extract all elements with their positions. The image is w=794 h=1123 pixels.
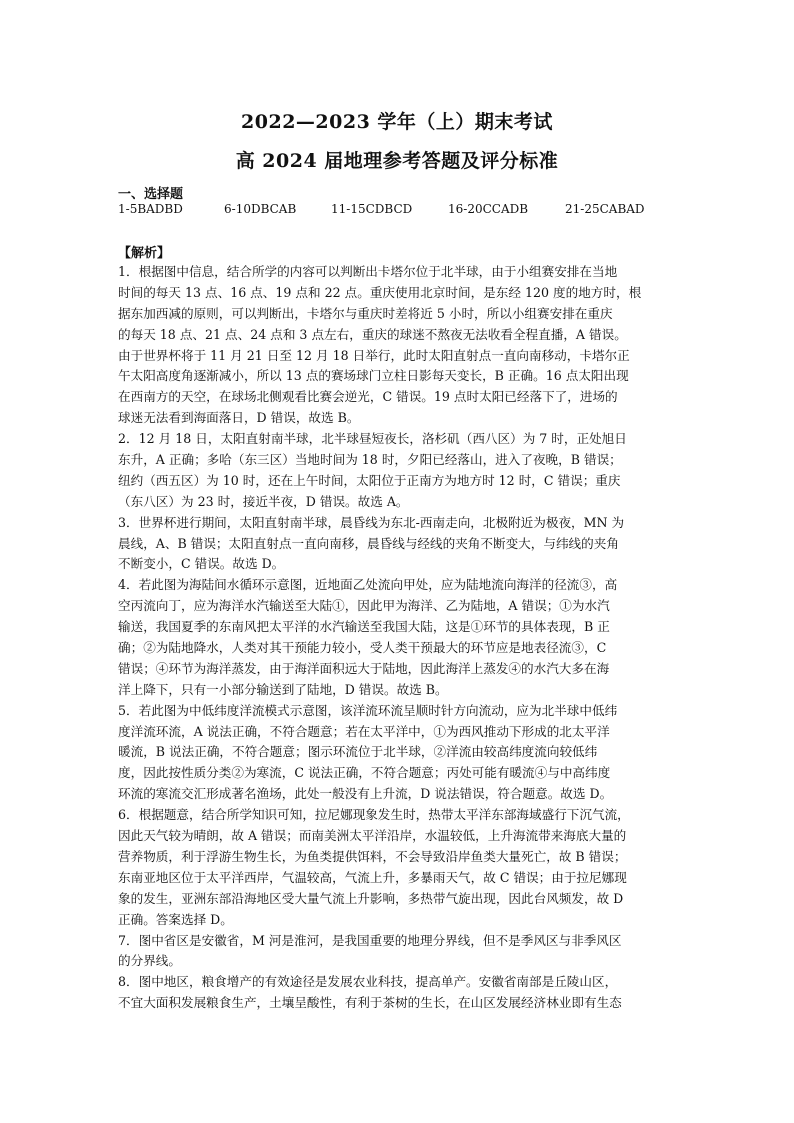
analysis-heading: 【解析】: [118, 246, 171, 261]
page-subtitle: 高 2024 届地理参考答题及评分标准: [235, 150, 559, 172]
analysis-line: 7．图中省区是安徽省，M 河是淮河，是我国重要的地理分界线，但不是季风区与非季风区: [118, 932, 622, 948]
answer-group: 16-20CCADB: [448, 202, 529, 216]
analysis-line: 营养物质，利于浮游生物生长，为鱼类提供饵料，不会导致沿岸鱼类大量死亡，故 B 错误；: [118, 848, 627, 864]
page-title: 2022—2023 学年（上）期末考试: [241, 111, 553, 133]
analysis-line: 因此天气较为晴朗，故 A 错误；而南美洲太平洋沿岸，水温较低，上升海流带来海底大量的: [118, 828, 627, 844]
analysis-line: 错误；④环节为海洋蒸发，由于海洋面积远大于陆地，因此海洋上蒸发④的水汽大多在海: [118, 660, 610, 676]
analysis-line: 空丙流向丁，应为海洋水汽输送至大陆①，因此甲为海洋、乙为陆地，A 错误；①为水汽: [118, 598, 610, 614]
analysis-line: 不断变小，C 错误。故选 D。: [118, 556, 285, 572]
analysis-line: 球迷无法看到海面落日，D 错误，故选 B。: [118, 410, 360, 426]
analysis-line: 洋上降下，只有一小部分输送到了陆地，D 错误。故选 B。: [118, 681, 448, 697]
answer-key-row: [118, 202, 678, 220]
analysis-line: 由于世界杯将于 11 月 21 日至 12 月 18 日举行，此时太阳直射点一直向南移动，卡塔尔正: [118, 347, 630, 363]
analysis-line: 东南亚地区位于太平洋西岸，气温较高，气流上升，多暴雨天气，故 C 错误；由于拉尼娜现: [118, 869, 627, 885]
analysis-line: 时间的每天 13 点、16 点、19 点和 22 点。重庆使用北京时间，是东经 120 度的地方时，根: [118, 284, 642, 300]
analysis-line: 正确。答案选择 D。: [118, 911, 233, 927]
analysis-line: 午太阳高度角逐渐减小，所以 13 点的赛场球门立柱日影每天变长，B 正确。16 点太阳出现: [118, 368, 629, 384]
analysis-line: 暖流，B 说法正确，不符合题意；图示环流位于北半球，②洋流由较高纬度流向较低纬: [118, 744, 598, 760]
analysis-line: 据东加西减的原则，可以判断出，卡塔尔与重庆时差将近 5 小时，所以小组赛安排在重庆: [118, 305, 613, 321]
analysis-line: 环流的寒流交汇形成著名渔场，此处一般没有上升流，D 说法错误，符合题意。故选 D。: [118, 786, 613, 802]
analysis-line: （东八区）为 23 时，接近半夜，D 错误。故选 A。: [118, 493, 409, 509]
analysis-line: 的分界线。: [118, 953, 181, 969]
section-heading-choice: 一、选择题: [118, 187, 184, 202]
analysis-line: 2．12 月 18 日，太阳直射南半球，北半球昼短夜长，洛杉矶（西八区）为 7 时，正处旭日: [118, 431, 627, 447]
analysis-line: 3．世界杯进行期间，太阳直射南半球，晨昏线为东北-西南走向，北极附近为极夜，MN 为: [118, 514, 625, 530]
answer-group: 11-15CDBCD: [331, 202, 413, 216]
analysis-line: 输送，我国夏季的东南风把太平洋的水汽输送至我国大陆，这是①环节的具体表现，B 正: [118, 619, 610, 635]
analysis-line: 纽约（西五区）为 10 时，还在上午时间，太阳位于正南方为地方时 12 时，C 错误；重庆: [118, 472, 621, 488]
answer-group: 1-5BADBD: [118, 202, 183, 216]
analysis-line: 8．图中地区，粮食增产的有效途径是发展农业科技，提高单产。安徽省南部是丘陵山区，: [118, 974, 618, 990]
analysis-line: 5．若此图为中低纬度洋流模式示意图，该洋流环流呈顺时针方向流动，应为北半球中低纬: [118, 702, 618, 718]
analysis-line: 1．根据图中信息，结合所学的内容可以判断出卡塔尔位于北半球，由于小组赛安排在当地: [118, 264, 618, 279]
analysis-line: 确；②为陆地降水，人类对其干预能力较小，受人类干预最大的环节应是地表径流③，C: [118, 640, 607, 656]
analysis-line: 度，因此按性质分类②为寒流，C 说法正确，不符合题意；丙处可能有暖流④与中高纬度: [118, 765, 611, 781]
analysis-line: 的每天 18 点、21 点、24 点和 3 点左右，重庆的球迷不熬夜无法收看全程直播，A 错误。: [118, 326, 627, 342]
answer-group: 21-25CABAD: [565, 202, 645, 216]
analysis-line: 6．根据题意，结合所学知识可知，拉尼娜现象发生时，热带太平洋东部海域盛行下沉气流，: [118, 807, 630, 823]
analysis-line: 4．若此图为海陆间水循环示意图，近地面乙处流向甲处，应为陆地流向海洋的径流③，高: [118, 577, 618, 593]
analysis-body: [118, 262, 684, 1014]
analysis-line: 度洋流环流，A 说法正确，不符合题意；若在太平洋中，①为西风推动下形成的北太平洋: [118, 723, 610, 739]
analysis-line: 不宜大面积发展粮食生产，土壤呈酸性，有利于茶树的生长，在山区发展经济林业即有生态: [118, 995, 622, 1011]
analysis-line: 晨线，A、B 错误；太阳直射点一直向南移，晨昏线与经线的夹角不断变大，与纬线的夹角: [118, 535, 619, 551]
analysis-line: 象的发生，亚洲东部沿海地区受大量气流上升影响，多热带气旋出现，因此台风频发，故 D: [118, 890, 624, 906]
answer-group: 6-10DBCAB: [224, 202, 297, 216]
analysis-line: 在西南方的天空，在球场北侧观看比赛会逆光，C 错误。19 点时太阳已经落下了，进场的: [118, 389, 618, 405]
analysis-line: 东升，A 正确；多哈（东三区）当地时间为 18 时，夕阳已经落山，进入了夜晚，B 错误；: [118, 452, 622, 468]
